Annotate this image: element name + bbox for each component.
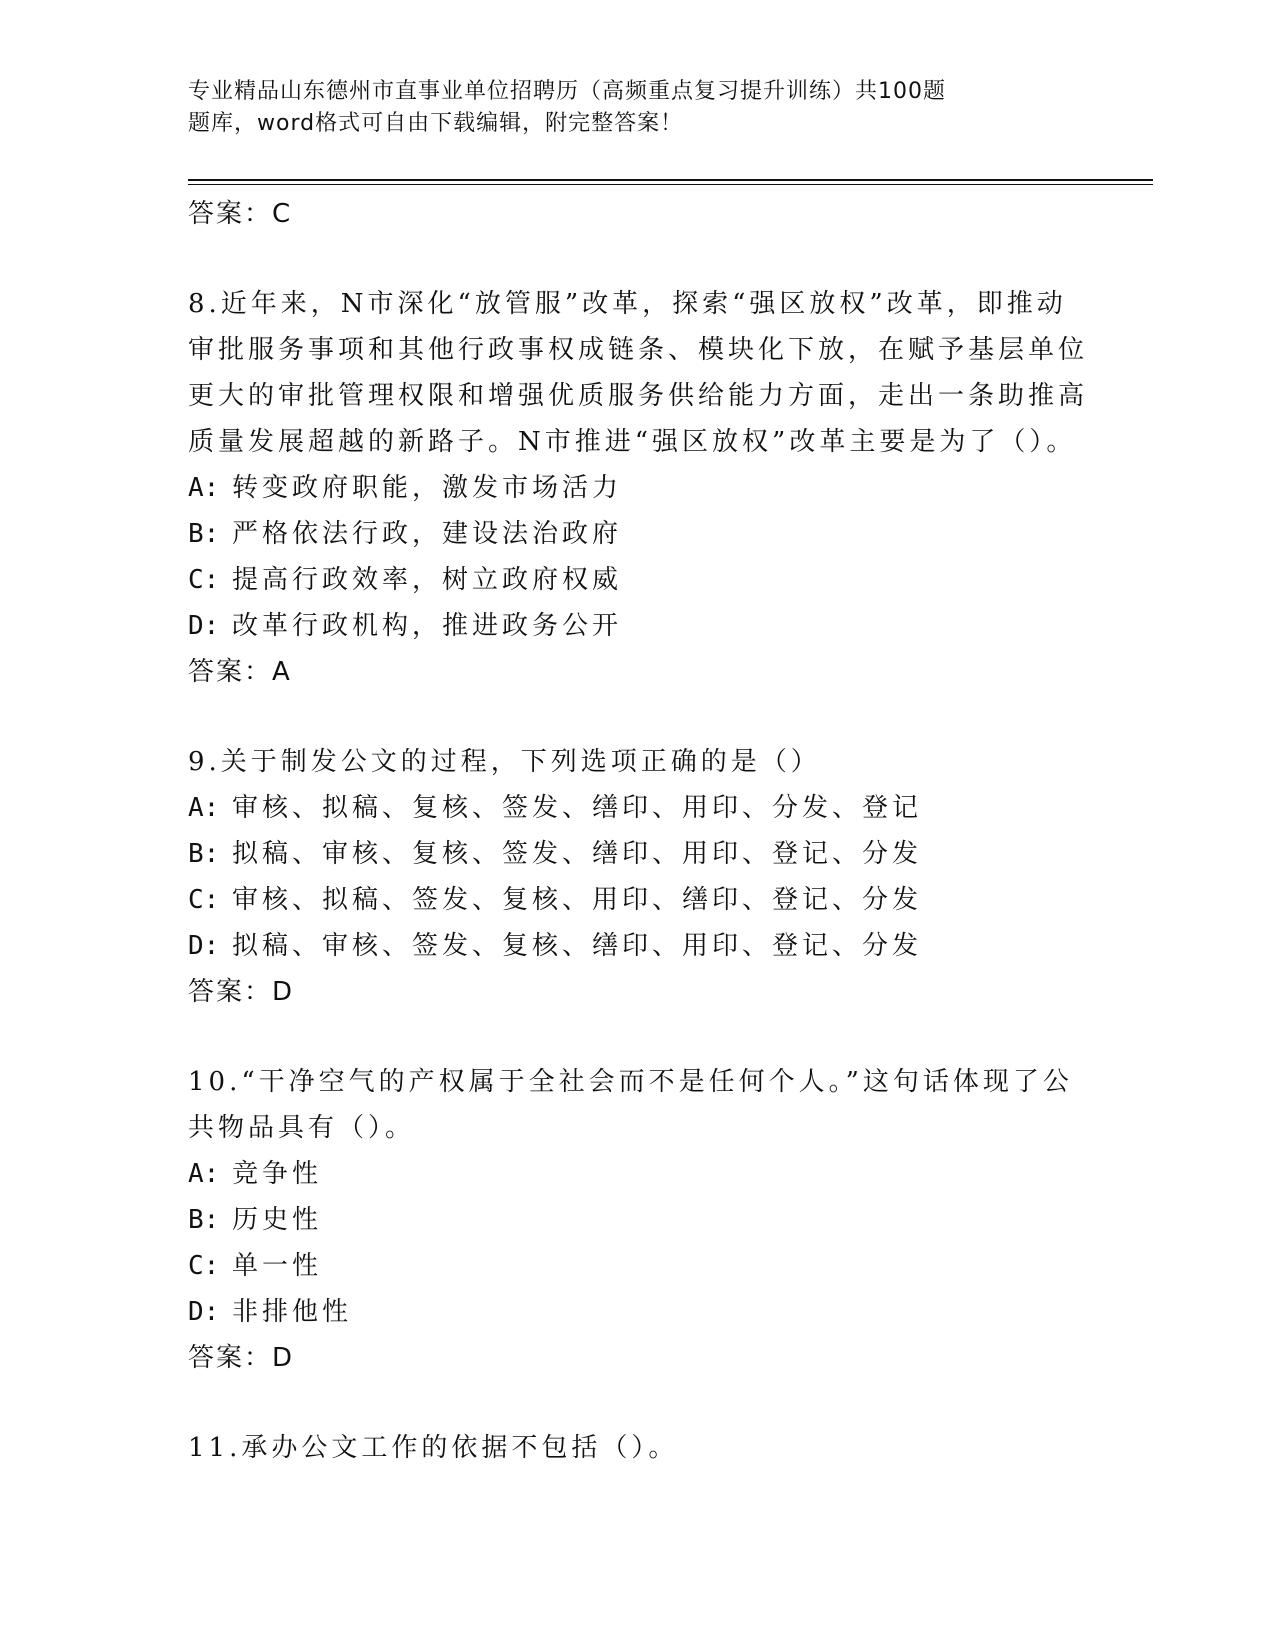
option-text: 拟稿、审核、复核、签发、缮印、用印、登记、分发: [232, 839, 923, 869]
option-d: [188, 603, 1088, 649]
option-a: [188, 465, 1088, 511]
option-text: 单一性: [232, 1251, 323, 1281]
document-header: [188, 76, 1038, 140]
option-letter: B:: [188, 519, 220, 549]
spacer: [188, 1015, 1088, 1059]
option-letter: B:: [188, 1205, 220, 1235]
option-c: [188, 557, 1088, 603]
question-stem-line: 8.近年来，N市深化“放管服”改革，探索“强区放权”改革，即推动: [188, 289, 1067, 319]
question-8: [188, 281, 1088, 695]
option-letter: C:: [188, 565, 220, 595]
option-b: [188, 831, 1088, 877]
option-letter: A:: [188, 1159, 220, 1189]
question-stem-line: 共物品具有（）。: [188, 1113, 416, 1143]
option-text: 转变政府职能，激发市场活力: [232, 473, 623, 503]
option-text: 改革行政机构，推进政务公开: [232, 611, 623, 641]
option-text: 严格依法行政，建设法治政府: [232, 519, 623, 549]
header-divider-thick: [188, 179, 1153, 181]
answer-line: 答案：D: [188, 1343, 295, 1373]
question-stem-line: 9.关于制发公文的过程，下列选项正确的是（）: [188, 747, 821, 777]
option-text: 竞争性: [232, 1159, 323, 1189]
option-text: 审核、拟稿、签发、复核、用印、缮印、登记、分发: [232, 885, 923, 915]
option-letter: D:: [188, 931, 220, 961]
option-a: [188, 785, 1088, 831]
option-letter: C:: [188, 885, 220, 915]
previous-answer: 答案：C: [188, 199, 293, 229]
answer-line: 答案：A: [188, 657, 292, 687]
question-stem-line: 质量发展超越的新路子。N市推进“强区放权”改革主要是为了（）。: [188, 427, 1077, 457]
option-letter: B:: [188, 839, 220, 869]
spacer: [188, 1381, 1088, 1425]
option-a: [188, 1151, 1088, 1197]
option-letter: A:: [188, 473, 220, 503]
option-c: [188, 1243, 1088, 1289]
question-stem-line: 11.承办公文工作的依据不包括（）。: [188, 1433, 679, 1463]
option-text: 拟稿、审核、签发、复核、缮印、用印、登记、分发: [232, 931, 923, 961]
option-d: [188, 923, 1088, 969]
option-d: [188, 1289, 1088, 1335]
question-9: [188, 739, 1088, 1015]
option-text: 非排他性: [232, 1297, 353, 1327]
option-letter: A:: [188, 793, 220, 823]
option-c: [188, 877, 1088, 923]
option-text: 提高行政效率，树立政府权威: [232, 565, 623, 595]
spacer: [188, 237, 1088, 281]
header-line-1: 专业精品山东德州市直事业单位招聘历（高频重点复习提升训练）共100题: [188, 79, 946, 104]
header-line-2: 题库，word格式可自由下载编辑，附完整答案！: [188, 111, 684, 136]
spacer: [188, 695, 1088, 739]
question-stem-line: 审批服务事项和其他行政事权成链条、模块化下放，在赋予基层单位: [188, 335, 1089, 365]
option-letter: D:: [188, 611, 220, 641]
option-b: [188, 511, 1088, 557]
question-stem-line: 10.“干净空气的产权属于全社会而不是任何个人。”这句话体现了公: [188, 1067, 1073, 1097]
question-11: [188, 1425, 1088, 1471]
option-b: [188, 1197, 1088, 1243]
question-list: [188, 191, 1088, 1471]
option-text: 历史性: [232, 1205, 323, 1235]
header-divider-thin: [188, 184, 1153, 185]
question-10: [188, 1059, 1088, 1381]
option-text: 审核、拟稿、复核、签发、缮印、用印、分发、登记: [232, 793, 923, 823]
answer-line: 答案：D: [188, 977, 295, 1007]
option-letter: C:: [188, 1251, 220, 1281]
question-stem-line: 更大的审批管理权限和增强优质服务供给能力方面，走出一条助推高: [188, 381, 1089, 411]
option-letter: D:: [188, 1297, 220, 1327]
